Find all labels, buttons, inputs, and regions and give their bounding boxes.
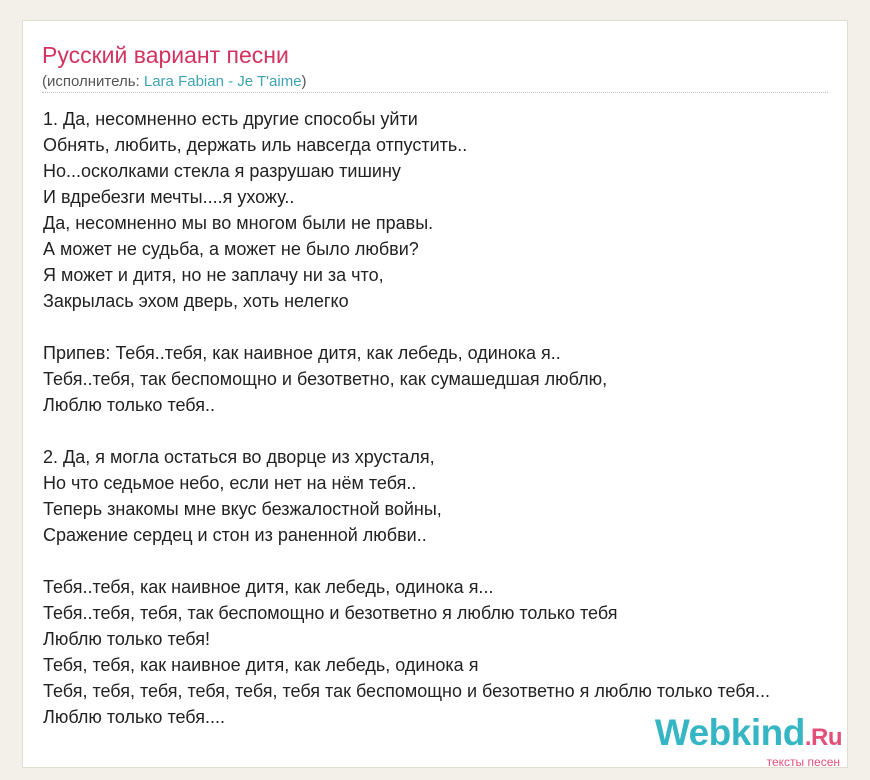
lyric-line: И вдребезги мечты....я ухожу.. bbox=[43, 187, 295, 207]
artist-suffix: ) bbox=[301, 73, 307, 90]
artist-line bbox=[42, 73, 307, 90]
artist-link[interactable]: Lara Fabian - Je T'aime bbox=[143, 73, 302, 90]
lyric-line: Люблю только тебя.. bbox=[43, 395, 215, 415]
lyric-blank-line bbox=[43, 314, 770, 340]
lyric-line: А может не судьба, а может не было любви? bbox=[43, 239, 419, 259]
lyric-line: Но...осколками стекла я разрушаю тишину bbox=[43, 161, 401, 181]
lyric-blank-line bbox=[43, 548, 770, 574]
lyric-line: Теперь знакомы мне вкус безжалостной войны, bbox=[43, 499, 442, 519]
lyric-line: Да, несомненно мы во многом были не правы. bbox=[43, 213, 434, 233]
lyric-line: Тебя..тебя, тебя, так беспомощно и безответно я люблю только тебя bbox=[43, 603, 618, 623]
lyric-line: Люблю только тебя! bbox=[43, 629, 210, 649]
lyric-line: 1. Да, несомненно есть другие способы уйти bbox=[43, 109, 418, 129]
lyric-line: Тебя, тебя, как наивное дитя, как лебедь, одинока я bbox=[43, 655, 479, 675]
lyric-line: Люблю только тебя.... bbox=[43, 707, 225, 727]
site-logo bbox=[655, 714, 842, 769]
lyric-line: Обнять, любить, держать иль навсегда отпустить.. bbox=[43, 135, 468, 155]
lyric-line: Тебя..тебя, как наивное дитя, как лебедь, одинока я... bbox=[43, 577, 494, 597]
lyric-line: Припев: Тебя..тебя, как наивное дитя, как лебедь, одинока я.. bbox=[43, 343, 561, 363]
brand-name: Webkind bbox=[654, 712, 805, 753]
lyric-line: 2. Да, я могла остаться во дворце из хрусталя, bbox=[43, 447, 435, 467]
lyric-line: Сражение сердец и стон из раненной любви.. bbox=[43, 525, 427, 545]
lyrics-body bbox=[43, 106, 770, 730]
brand-tld: .Ru bbox=[804, 724, 842, 751]
lyric-line: Я может и дитя, но не заплачу ни за что, bbox=[43, 265, 384, 285]
lyric-line: Но что седьмое небо, если нет на нём тебя.. bbox=[43, 473, 417, 493]
brand-wordmark bbox=[655, 714, 842, 757]
dotted-divider bbox=[42, 92, 828, 93]
lyric-blank-line bbox=[43, 418, 770, 444]
brand-tagline: тексты песен bbox=[766, 755, 840, 769]
page-title: Русский вариант песни bbox=[42, 42, 289, 68]
artist-prefix: (исполнитель: bbox=[42, 73, 144, 90]
lyric-line: Тебя..тебя, так беспомощно и безответно, как сумашедшая люблю, bbox=[43, 369, 608, 389]
lyric-line: Тебя, тебя, тебя, тебя, тебя, тебя так беспомощно и безответно я люблю только тебя... bbox=[43, 681, 771, 701]
lyric-line: Закрылась эхом дверь, хоть нелегко bbox=[43, 291, 349, 311]
